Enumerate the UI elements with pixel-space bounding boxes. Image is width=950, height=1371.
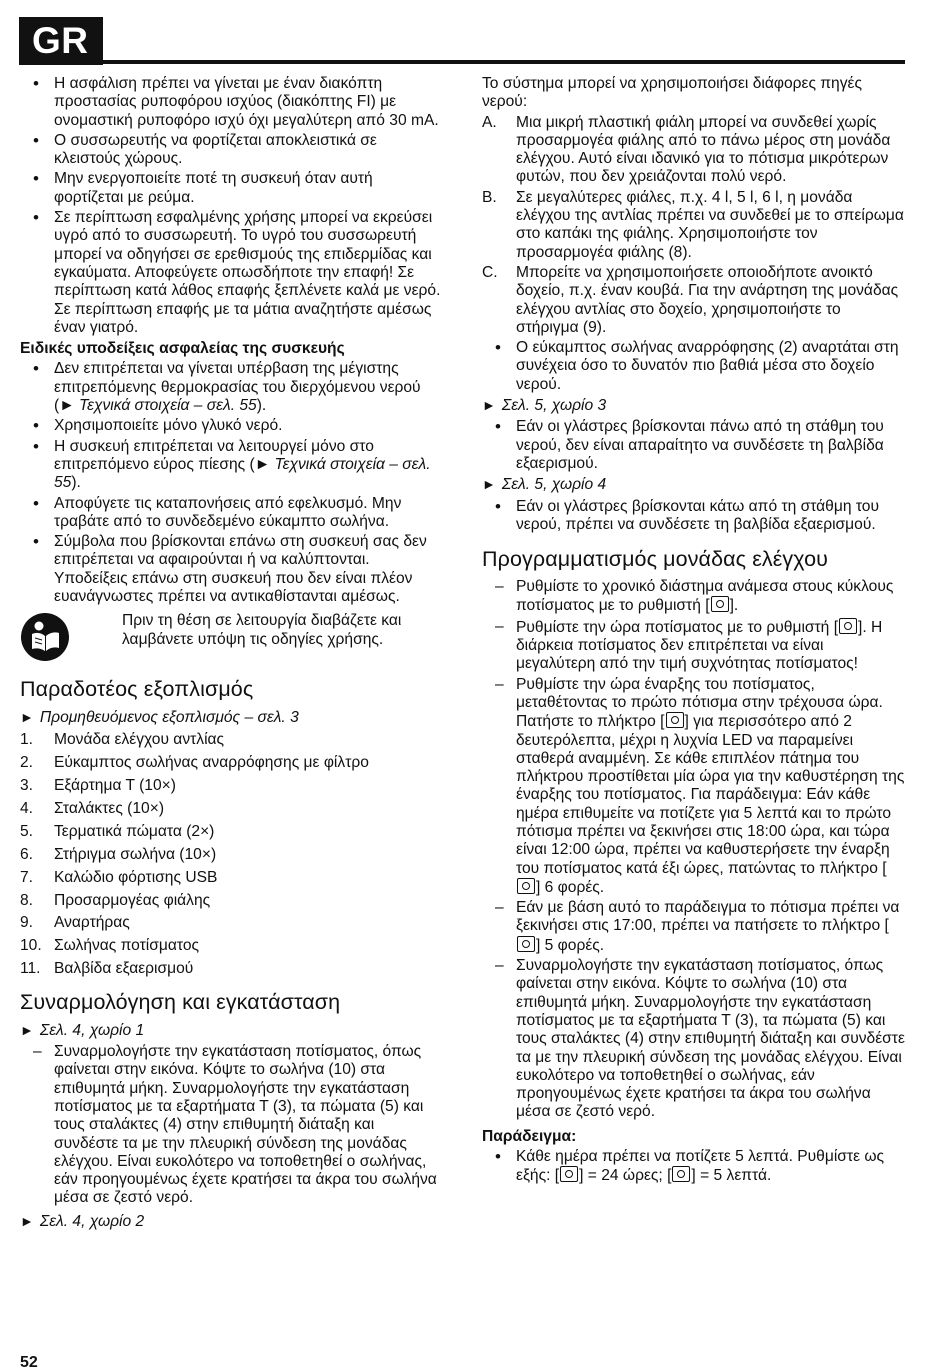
item-text-end: ). (256, 397, 267, 415)
item-text: Δεν επιτρέπεται να γίνεται υπέρβαση της μέγιστης επιτρεπόμενης θερμοκρασίας του διερχόμενου νερού ( (54, 360, 421, 415)
right-column (482, 75, 906, 1188)
list-item: 10. Σωλήνας ποτίσματος (20, 937, 200, 955)
reference-3-list (482, 418, 906, 473)
arrow-icon: ► (482, 397, 496, 414)
list-item: 2. Εύκαμπτος σωλήνας αναρρόφησης με φίλτρο (20, 753, 369, 771)
list-item: A. Μια μικρή πλαστική φιάλη μπορεί να συνδεθεί χωρίς προσαρμογέα φιάλης από το πάνω μέρος στη μονάδα ελέγχου. Αυτό είναι ιδανικό για το πότισμα μικρότερων φυτών, που δεν χρειάζονται πολύ νερό. (482, 113, 891, 186)
read-manual-text: Πριν τη θέση σε λειτουργία διαβάζετε και λαμβάνετε υπόψη τις οδηγίες χρήσης. (122, 612, 402, 648)
list-item: • Σύμβολα που βρίσκονται επάνω στη συσκευή σας δεν επιτρέπεται να αφαιρούνται ή να καλύπτονται. Υποδείξεις επάνω στη συσκευή που δεν είναι πλέον ευανάγνωστες πρέπει να αντικαθίστανται αμέσως. (20, 533, 442, 606)
list-item: – Συναρμολογήστε την εγκατάσταση ποτίσματος, όπως φαίνεται στην εικόνα. Κόψτε το σωλήνα (10) στα επιθυμητά μήκη. Συναρμολογήστε την εγκατάσταση ποτίσματος με τα εξαρτήματα Τ (3), τα πώματα (5) και τους σταλάκτες (4) στην επιθυμητή διάταξη και συνδέστε τα με την πλευρική σύνδεση της μονάδας ελέγχου. Είναι ευκολότερο να τοποθετηθεί ο σωλήνας, εάν προηγουμένως έχετε κρατήσει τα άκρα του σωλήνα μέσα σε ζεστό νερό. (482, 957, 906, 1122)
interval-dial-icon (711, 596, 729, 612)
list-item: C. Μπορείτε να χρησιμοποιήσετε οποιοδήποτε ανοικτό δοχείο, π.χ. έναν κουβά. Για την ανάρτηση της μονάδας ελέγχου αντλίας στο δοχείο, χρησιμοποιήστε το στήριγμα (9). (482, 263, 899, 336)
assembly-reference-1: ► Σελ. 4, χωρίο 1 (20, 1021, 145, 1039)
water-sources-list (482, 114, 906, 338)
cross-reference: Τεχνικά στοιχεία – σελ. 55 (54, 455, 431, 492)
delay-button-icon (666, 712, 684, 728)
list-item: • Μην ενεργοποιείτε ποτέ τη συσκευή όταν αυτή φορτίζεται με ρεύμα. (20, 170, 442, 207)
example-heading: Παράδειγμα: (482, 1127, 577, 1145)
list-item: • Σε περίπτωση εσφαλμένης χρήσης μπορεί να εκρεύσει υγρό από το συσσωρευτή. Το υγρό του συσσωρευτή μπορεί να οδηγήσει σε ερεθισμούς της επιδερμίδας και εγκαύματα. Αποφεύγετε οπωσδήποτε την επαφή! Σε περίπτωση κατά λάθος επαφής ξεπλένετε καλά με νερό. Σε περίπτωση επαφής με τα μάτια αναζητήστε αμέσως έναν γιατρό. (20, 209, 442, 337)
header-rule (103, 60, 905, 64)
list-item (20, 360, 442, 415)
list-item: • Αποφύγετε τις καταπονήσεις από εφελκυσμό. Μην τραβάτε από το συνδεδεμένο εύκαμπτο σωλήνα. (20, 495, 442, 532)
list-item: 7. Καλώδιο φόρτισης USB (20, 868, 218, 886)
list-item: • Χρησιμοποιείτε μόνο γλυκό νερό. (20, 417, 442, 435)
hose-note-list (482, 339, 906, 394)
interval-dial-icon (560, 1166, 578, 1182)
list-item: 8. Προσαρμογέας φιάλης (20, 891, 211, 909)
arrow-icon: ► (20, 1021, 34, 1038)
list-item: • Ο εύκαμπτος σωλήνας αναρρόφησης (2) αναρτάται στη συνέχεια όσο το δυνατόν πιο βαθιά μέσα στο δοχείο νερού. (482, 339, 906, 394)
water-sources-intro: Το σύστημα μπορεί να χρησιμοποιήσει διάφορες πηγές νερού: (482, 75, 862, 111)
safety-list-top (20, 75, 442, 337)
list-item: – Εάν με βάση αυτό το παράδειγμα το πότισμα πρέπει να ξεκινήσει στις 17:00, πρέπει να πατήσετε το πλήκτρο [] 5 φορές. (482, 899, 906, 955)
scope-reference: ► Προμηθευόμενος εξοπλισμός – σελ. 3 (20, 709, 299, 727)
list-item: • Εάν οι γλάστρες βρίσκονται πάνω από τη στάθμη του νερού, δεν είναι απαραίτητο να συνδέσετε τη βαλβίδα εξαερισμού. (482, 418, 906, 473)
assembly-heading: Συναρμολόγηση και εγκατάσταση (20, 989, 341, 1014)
list-item: 5. Τερματικά πώματα (2×) (20, 822, 215, 840)
item-text: Η συσκευή επιτρέπεται να λειτουργεί μόνο στο επιτρεπόμενο εύρος πίεσης ( (54, 437, 374, 473)
cross-reference: Τεχνικά στοιχεία – σελ. 55 (78, 397, 257, 415)
language-badge: GR (19, 17, 103, 65)
list-item: B. Σε μεγαλύτερες φιάλες, π.χ. 4 l, 5 l, 6 l, η μονάδα ελέγχου της αντλίας πρέπει να συνδεθεί με το σπείρωμα στο καπάκι της φιάλης. Χρησιμοποιήστε τον προσαρμογέα φιάλης (8). (482, 188, 904, 261)
list-item: 9. Αναρτήρας (20, 914, 130, 932)
list-item (20, 438, 442, 493)
item-text-end: ). (71, 474, 81, 492)
section-reference-3: ► Σελ. 5, χωρίο 3 (482, 397, 607, 415)
list-item: 3. Εξάρτημα Τ (10×) (20, 776, 176, 794)
read-manual-icon (20, 612, 70, 662)
list-item: • Κάθε ημέρα πρέπει να ποτίζετε 5 λεπτά. Ρυθμίστε ως εξής: [ ] = 24 ώρες; [ ] = 5 λεπτά. (482, 1148, 906, 1186)
arrow-icon: ► (59, 397, 79, 415)
list-item: 6. Στήριγμα σωλήνα (10×) (20, 845, 217, 863)
example-list (482, 1148, 906, 1186)
device-safety-list (20, 360, 442, 606)
list-item: – Συναρμολογήστε την εγκατάσταση ποτίσματος, όπως φαίνεται στην εικόνα. Κόψτε το σωλήνα (10) στα επιθυμητά μήκη. Συναρμολογήστε την εγκατάσταση ποτίσματος με τα εξαρτήματα Τ (3), τα πώματα (5) και τους σταλάκτες (4) στην επιθυμητή διάταξη και συνδέστε τα με την πλευρική σύνδεση της μονάδας ελέγχου. Είναι ευκολότερο να τοποθετηθεί ο σωλήνας, εάν προηγουμένως έχετε κρατήσει τα άκρα του σωλήνα μέσα σε ζεστό νερό. (20, 1043, 442, 1208)
left-column (20, 75, 442, 1234)
arrow-icon: ► (482, 476, 496, 493)
arrow-icon: ► (254, 455, 275, 473)
scope-of-delivery-heading: Παραδοτέος εξοπλισμός (20, 677, 254, 702)
list-item: • Εάν οι γλάστρες βρίσκονται κάτω από τη στάθμη του νερού, πρέπει να συνδέσετε τη βαλβίδα εξαερισμού. (482, 498, 906, 535)
delay-button-icon (517, 936, 535, 952)
scope-list (20, 731, 442, 979)
list-item: – Ρυθμίστε το χρονικό διάστημα ανάμεσα στους κύκλους ποτίσματος με το ρυθμιστή [ ]. (482, 578, 906, 616)
reference-4-list (482, 498, 906, 535)
read-manual-note (20, 612, 442, 662)
delay-button-icon (517, 878, 535, 894)
list-item: 1. Μονάδα ελέγχου αντλίας (20, 730, 225, 748)
list-item: – Ρυθμίστε την ώρα ποτίσματος με το ρυθμιστή [ ]. Η διάρκεια ποτίσματος δεν επιτρέπεται να είναι μεγαλύτερη από την τιμή συχνότητας ποτίσματος! (482, 618, 906, 674)
list-item: 4. Σταλάκτες (10×) (20, 799, 165, 817)
arrow-icon: ► (20, 709, 34, 726)
device-safety-heading: Ειδικές υποδείξεις ασφαλείας της συσκευής (20, 340, 345, 358)
list-item: – Ρυθμίστε την ώρα έναρξης του ποτίσματος, μεταθέτοντας το πρώτο πότισμα στην τρέχουσα ώρα. Πατήστε το πλήκτρο [ ] για περισσότερο από 2 δευτερόλεπτα, μέχρι η λυχνία LED να παραμείνει σταθερά αναμμένη. Σε κάθε επιπλέον πάτημα του πλήκτρου προστίθεται μία ώρα για την καθυστέρηση της έναρξης του ποτίσματος. Για παράδειγμα: Εάν κάθε ημέρα επιθυμείτε να ποτίζετε για 5 λεπτά και το πρώτο πότισμα πρέπει να ξεκινήσει στις 18:00 ώρα, και τώρα είναι 12:00 ώρα, πρέπει να καθυστερήσετε την έναρξη του ποτίσματος κατά έξι ώρες, πατώντας το πλήκτρο [] 6 φορές. (482, 676, 906, 898)
duration-dial-icon (839, 618, 857, 634)
assembly-steps (20, 1043, 442, 1208)
arrow-icon: ► (20, 1212, 34, 1229)
page-number: 52 (20, 1354, 38, 1371)
duration-dial-icon (672, 1166, 690, 1182)
list-item: • Η ασφάλιση πρέπει να γίνεται με έναν διακόπτη προστασίας ρυποφόρου ισχύος (διακόπτης FI) με ονομαστική ρυποφόρο ισχύ όχι μεγαλύτερη από 30 mA. (20, 75, 442, 130)
programming-heading: Προγραμματισμός μονάδας ελέγχου (482, 547, 828, 572)
assembly-reference-2: ► Σελ. 4, χωρίο 2 (20, 1212, 145, 1230)
programming-steps (482, 578, 906, 1122)
list-item: • Ο συσσωρευτής να φορτίζεται αποκλειστικά σε κλειστούς χώρους. (20, 132, 442, 169)
list-item: 11. Βαλβίδα εξαερισμού (20, 960, 194, 978)
section-reference-4: ► Σελ. 5, χωρίο 4 (482, 476, 607, 494)
